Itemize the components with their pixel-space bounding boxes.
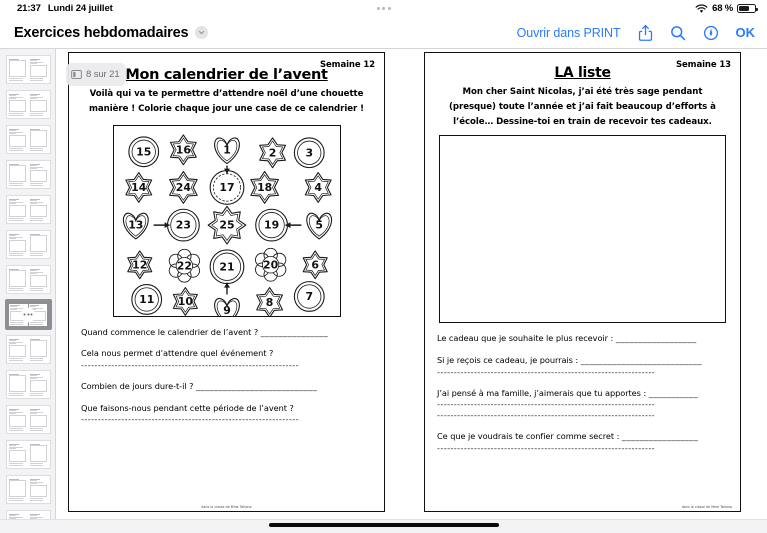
thumbnail-page-preview [8,128,28,152]
calendar-day-23[interactable]: 23 [175,218,191,232]
status-bar [0,0,767,17]
page-thumbnail-sidebar[interactable] [0,49,56,519]
calendar-day-19[interactable]: 19 [263,218,279,232]
worksheet-title-right: LA liste [554,65,611,81]
sidebar-thumbnail-12[interactable] [0,437,56,472]
calendar-day-24[interactable]: 24 [175,180,191,194]
sidebar-thumbnail-6[interactable] [0,227,56,262]
thumbnail-card[interactable] [6,265,51,294]
thumbnail-page-preview [8,373,28,397]
document-page-right[interactable] [424,52,741,512]
calendar-day-21[interactable]: 21 [218,259,235,273]
answer-blank[interactable]: ___________________________ [195,380,318,391]
answer-blank-line[interactable]: ----------------------------------------------------------------- [81,359,300,370]
calendar-day-18[interactable]: 18 [256,180,272,194]
thumbnail-card[interactable] [6,55,51,84]
sidebar-thumbnail-3[interactable] [0,122,56,157]
sidebar-thumbnail-4[interactable] [0,157,56,192]
sidebar-thumbnail-13[interactable] [0,472,56,507]
question-text: Cela nous permet d’attendre quel événement ? [81,348,274,359]
calendar-day-25[interactable]: 25 [218,218,235,232]
share-icon[interactable] [638,24,653,42]
question-text: J’ai pensé à ma famille, j’aimerais que tu apportes : [437,387,649,398]
calendar-day-8[interactable]: 8 [265,295,273,309]
calendar-day-15[interactable]: 15 [135,144,151,158]
questions-right [435,333,730,453]
calendar-day-1[interactable]: 1 [222,142,231,156]
thumbnail-card[interactable] [6,510,51,519]
sidebar-thumbnail-2[interactable] [0,87,56,122]
sidebar-thumbnail-5[interactable] [0,192,56,227]
thumbnail-page-preview [29,338,49,362]
worksheet-intro-right: Mon cher Saint Nicolas, j’ai été très sage pendant (presque) toute l’année et j’ai fait beaucoup d’efforts à l’école… Dessine-toi en train de recevoir tes cadeaux. [449,87,716,127]
answer-blank-line[interactable]: ----------------------------------------------------------------- [81,414,300,425]
thumbnail-card[interactable] [6,125,51,154]
week-label-right: Semaine 13 [676,60,731,70]
week-label-left: Semaine 12 [320,60,375,70]
calendar-day-2[interactable]: 2 [268,145,276,159]
calendar-day-7[interactable]: 7 [304,289,313,303]
page-spread [56,49,741,512]
thumbnail-page-preview [29,58,49,82]
calendar-day-4[interactable]: 4 [313,180,322,194]
question-spacer [437,378,728,388]
thumbnail-page-preview [29,198,49,222]
toolbar [0,17,767,49]
advent-calendar-illustration [113,125,341,317]
thumbnail-page-preview [8,233,28,257]
question-spacer [437,421,728,431]
status-bar-right [695,3,756,14]
multitasking-control[interactable] [0,0,767,17]
answer-blank[interactable]: ___________ [648,387,699,398]
calendar-day-3[interactable]: 3 [304,145,313,159]
chevron-down-icon[interactable] [195,26,208,39]
question-text: Combien de jours dure-t-il ? [81,380,196,391]
thumbnail-card[interactable] [6,405,51,434]
thumbnail-page-preview [29,233,49,257]
calendar-day-20[interactable]: 20 [262,257,278,271]
thumbnail-card[interactable] [6,195,51,224]
worksheet-question [81,381,372,392]
document-title-menu[interactable] [14,25,208,41]
sidebar-thumbnail-1[interactable] [0,52,56,87]
page-thumbnails-icon [71,66,82,84]
sidebar-thumbnail-8[interactable] [0,297,56,332]
thumbnail-card[interactable] [6,300,51,329]
question-spacer [81,393,372,403]
question-text: Le cadeau que je souhaite le plus recevoir : [437,333,616,344]
thumbnail-page-preview [8,198,28,222]
calendar-day-10[interactable]: 10 [177,294,193,308]
answer-blank-line[interactable]: ----------------------------------------------------------------- [437,442,656,453]
calendar-day-22[interactable]: 22 [176,258,192,272]
calendar-day-9[interactable]: 9 [222,303,231,316]
answer-blank-line[interactable]: ----------------------------------------------------------------- [437,410,656,421]
done-button[interactable]: OK [735,25,755,40]
page-credit-right: dans la classe de Mme Tatiana [681,505,732,509]
answer-blank-line[interactable]: ----------------------------------------------------------------- [437,366,656,377]
document-viewer[interactable] [56,49,767,519]
drawing-area[interactable] [439,135,726,323]
thumbnail-page-preview [29,373,49,397]
thumbnail-page-preview [8,338,28,362]
question-spacer [81,371,372,381]
answer-blank-line[interactable]: ----------------------------------------------------------------- [437,399,656,410]
thumbnail-page-preview [29,408,49,432]
calendar-day-17[interactable]: 17 [218,180,235,194]
calendar-day-11[interactable]: 11 [138,292,154,306]
calendar-day-12[interactable]: 12 [131,257,147,271]
answer-blank[interactable]: ___________________________ [580,355,703,365]
worksheet-question [437,431,728,442]
thumbnail-card[interactable] [6,230,51,259]
calendar-day-13[interactable]: 13 [127,218,143,232]
thumbnail-page-preview [8,408,28,432]
thumbnail-page-preview [8,268,28,292]
question-text: Quand commence le calendrier de l’avent ? [81,326,261,337]
thumbnail-card[interactable] [6,370,51,399]
worksheet-intro-left: Voilà qui va te permettre d’attendre noël d’une chouette manière ! Colorie chaque jour une case de ce calendrier ! [89,89,364,114]
calendar-day-6[interactable]: 6 [310,257,319,271]
thumbnail-page-preview [29,128,49,152]
worksheet-question [81,327,372,338]
questions-left [79,327,374,425]
document-page-left[interactable] [68,52,385,512]
battery-percent-label: 68 % [712,3,733,14]
page-indicator-badge [66,63,126,86]
question-spacer [437,345,728,355]
thumbnail-card[interactable] [6,440,51,469]
sidebar-thumbnail-11[interactable] [0,402,56,437]
thumbnail-page-preview [8,443,28,467]
search-icon[interactable] [670,25,686,41]
worksheet-question [437,333,728,344]
page-credit-left: dans la classe de Mme Tatiana [201,505,252,509]
answer-blank[interactable]: _______________ [260,326,329,337]
answer-blank[interactable]: __________________ [615,333,697,344]
sidebar-thumbnail-10[interactable] [0,367,56,402]
calendar-day-16[interactable]: 16 [175,142,191,156]
toolbar-actions [517,24,755,42]
sidebar-thumbnail-7[interactable] [0,262,56,297]
thumbnail-page-preview [29,163,49,187]
thumbnail-page-preview [29,268,49,292]
status-time: 21:37 [17,3,41,14]
thumbnail-card[interactable] [6,90,51,119]
worksheet-question [437,355,728,366]
page-indicator-label: 8 sur 21 [86,69,120,80]
question-text: Que faisons-nous pendant cette période de l’avent ? [81,402,294,413]
question-spacer [81,338,372,348]
question-text: Ce que je voudrais te confier comme secret : [437,431,622,442]
thumbnail-page-preview [8,58,28,82]
multitask-dots-icon[interactable] [377,7,391,10]
thumbnail-card[interactable] [6,475,51,504]
calendar-day-14[interactable]: 14 [130,180,146,194]
worksheet-question [81,348,372,359]
thumbnail-card[interactable] [6,335,51,364]
sidebar-thumbnail-14[interactable] [0,507,56,519]
worksheet-title-left: Mon calendrier de l’avent [125,67,328,83]
question-text: Si je reçois ce cadeau, je pourrais : [437,355,581,365]
thumbnail-page-preview [29,443,49,467]
markup-pen-icon[interactable] [703,25,719,41]
wifi-icon [695,4,708,14]
status-date: Lundi 24 juillet [47,3,113,14]
worksheet-question [437,388,728,399]
home-indicator-area [0,519,767,533]
thumbnail-page-preview [8,478,28,502]
page-title: Exercices hebdomadaires [14,24,189,41]
battery-icon [737,4,756,14]
thumbnail-card[interactable] [6,160,51,189]
calendar-day-5[interactable]: 5 [314,218,323,232]
more-dots-icon[interactable] [21,307,36,322]
sidebar-thumbnail-9[interactable] [0,332,56,367]
open-in-print-button[interactable]: Ouvrir dans PRINT [516,25,621,40]
home-indicator[interactable] [269,523,499,527]
thumbnail-page-preview [8,93,28,117]
thumbnail-page-preview [8,163,28,187]
answer-blank[interactable]: _________________ [621,431,699,442]
thumbnail-page-preview [29,478,49,502]
worksheet-question [81,403,372,414]
thumbnail-page-preview [29,93,49,117]
